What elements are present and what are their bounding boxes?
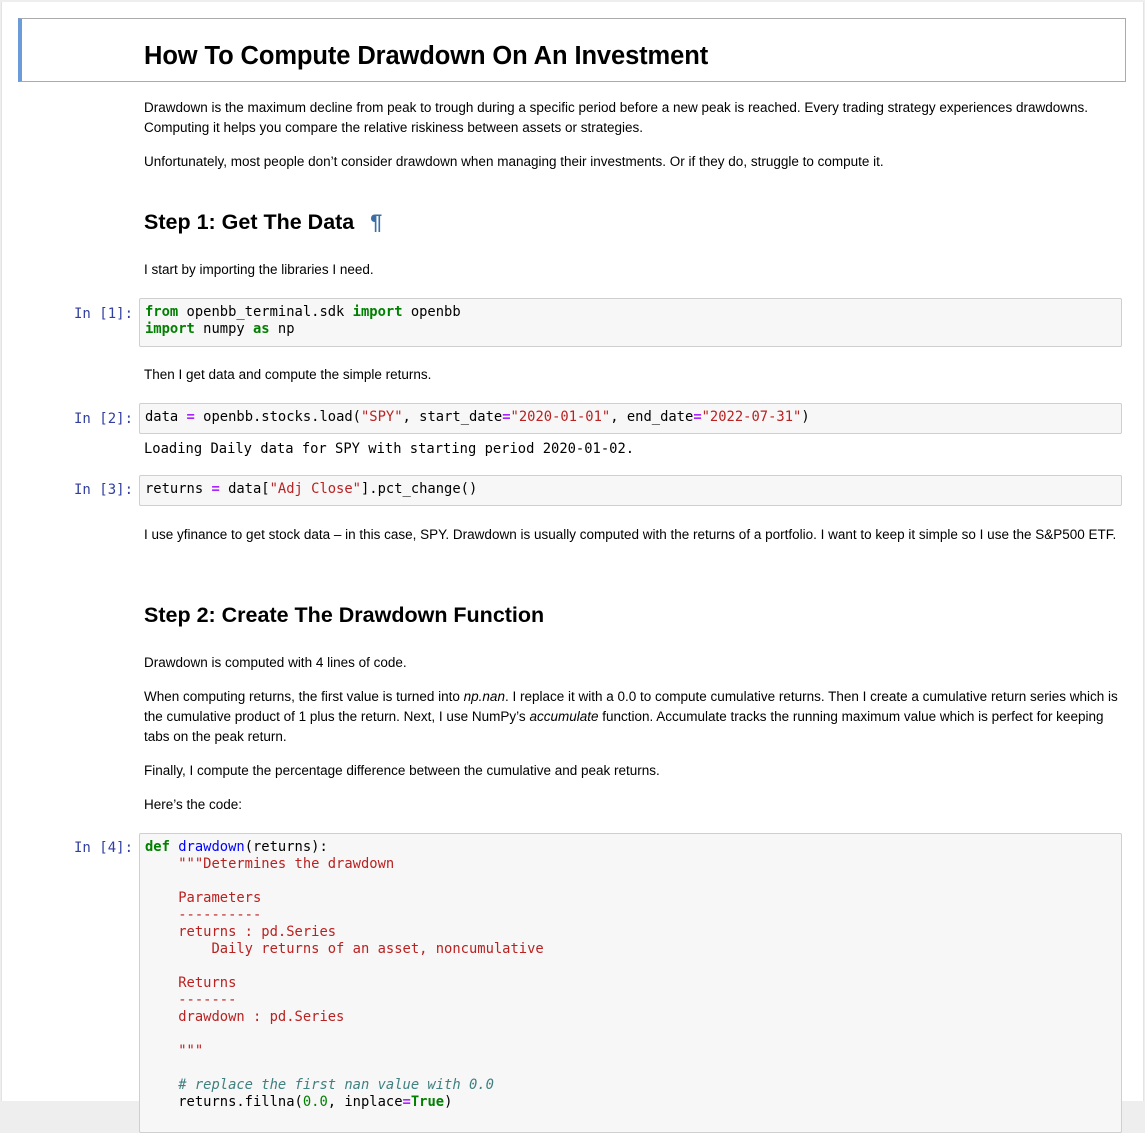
cell-prompt: In [1]:: [74, 306, 134, 322]
code-cell-4[interactable]: [139, 833, 1122, 1133]
step1-heading-text: Step 1: Get The Data: [144, 210, 355, 234]
step1-paragraph-3: I use yfinance to get stock data – in this case, SPY. Drawdown is usually computed with the returns of a portfolio. I want to keep it simple so I use the S&P500 ETF.: [144, 527, 1117, 542]
step2-paragraph-3: Finally, I compute the percentage difference between the cumulative and peak returns.: [144, 763, 660, 778]
code-cell-2[interactable]: [139, 403, 1122, 434]
notebook-page: [1, 2, 1144, 1110]
step2-heading: Step 2: Create The Drawdown Function: [144, 603, 545, 627]
cell-prompt: In [4]:: [74, 840, 134, 856]
step2-paragraph-4: Here’s the code:: [144, 797, 243, 812]
code-cell-4-source: def drawdown(returns): """Determines the drawdown Parameters ---------- returns : pd.Series Daily returns of an asset, noncumulative Returns ------- drawdown : pd.Series """ # replace the first nan value with 0.0 returns.fillna(0.0, inplace=True): [145, 839, 544, 1110]
step2-paragraph-1: Drawdown is computed with 4 lines of code.: [144, 655, 407, 670]
code-cell-3[interactable]: [139, 475, 1122, 506]
code-cell-1-source: from openbb_terminal.sdk import openbb import numpy as np: [145, 304, 461, 337]
intro-paragraph-1: Drawdown is the maximum decline from peak to trough during a specific period before a new peak is reached. Every trading strategy experiences drawdowns. Computing it helps you compare the relative riskiness between assets or strategies.: [144, 100, 1088, 135]
step1-heading: [144, 210, 382, 235]
page-title: How To Compute Drawdown On An Investment: [144, 42, 709, 70]
intro-paragraph-2: Unfortunately, most people don’t consider drawdown when managing their investments. Or if they do, struggle to compute it.: [144, 154, 884, 169]
code-cell-1[interactable]: [139, 298, 1122, 347]
step2-paragraph-2: When computing returns, the first value is turned into np.nan. I replace it with a 0.0 to compute cumulative returns. Then I create a cumulative return series which is the cumulative product of 1 plus the return. Next, I use NumPy’s accumulate function. Accumulate tracks the running maximum value which is perfect for keeping tabs on the peak return.: [144, 689, 1118, 744]
code-cell-2-source: data = openbb.stocks.load("SPY", start_date="2020-01-01", end_date="2022-07-31"): [145, 409, 810, 425]
code-cell-3-source: returns = data["Adj Close"].pct_change(): [145, 481, 478, 497]
cell-2-output: Loading Daily data for SPY with starting period 2020-01-02.: [144, 441, 635, 457]
step1-paragraph-2: Then I get data and compute the simple returns.: [144, 367, 432, 382]
cell-prompt: In [2]:: [74, 411, 134, 427]
step1-paragraph-1: I start by importing the libraries I need.: [144, 262, 374, 277]
cell-prompt: In [3]:: [74, 482, 134, 498]
anchor-link-icon[interactable]: ¶: [370, 210, 383, 234]
